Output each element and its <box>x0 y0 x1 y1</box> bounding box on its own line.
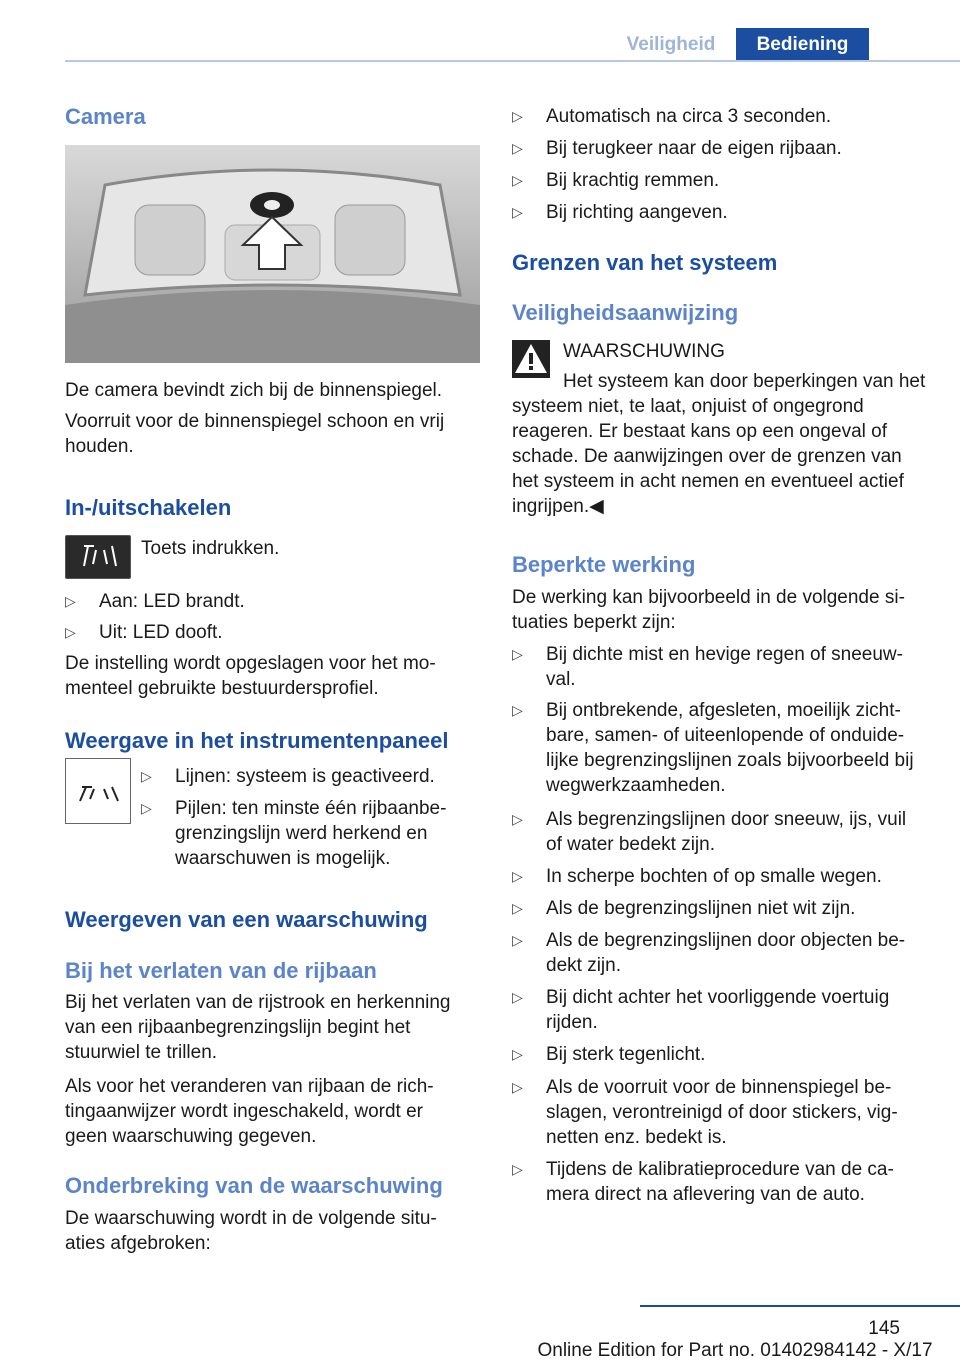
bullet-icon: ▷ <box>512 108 523 124</box>
interrupt-text: De waarschuwing wordt in de volgende situ-aties afgebroken: <box>65 1208 437 1254</box>
indicator-text: Als voor het veranderen van rijbaan de rich-tingaanwijzer wordt ingeschakeld, wordt er geen waarschuwing gegeven. <box>65 1076 434 1147</box>
interrupt-heading: Onderbreking van de waarschuwing <box>65 1173 443 1198</box>
lane-departure-icon <box>66 536 130 578</box>
list-item: ▷ Bij dichte mist en hevige regen of sneeuw-val. <box>512 644 903 690</box>
edition-footer: Online Edition for Part no. 01402984142 - X/17 <box>537 1340 933 1361</box>
lane-button-image <box>65 535 131 579</box>
list-item: ▷ Lijnen: systeem is geactiveerd. <box>141 766 435 787</box>
list-item: ▷ Bij dicht achter het voorliggende voertuig rijden. <box>512 987 890 1033</box>
camera-location-text: De camera bevindt zich bij de binnenspiegel. <box>65 380 443 401</box>
list-item: ▷ Uit: LED dooft. <box>65 622 223 643</box>
bullet-icon: ▷ <box>512 1046 523 1062</box>
bullet-icon: ▷ <box>65 624 76 640</box>
camera-heading: Camera <box>65 104 146 129</box>
bullet-icon: ▷ <box>512 646 523 662</box>
list-item: ▷ Bij terugkeer naar de eigen rijbaan. <box>512 138 842 159</box>
bullet-icon: ▷ <box>512 204 523 220</box>
bullet-icon: ▷ <box>512 140 523 156</box>
bullet-icon: ▷ <box>512 811 523 827</box>
lane-lines-icon <box>66 759 130 823</box>
camera-clean-text: Voorruit voor de binnenspiegel schoon en vrij houden. <box>65 411 445 457</box>
limits-heading: Grenzen van het systeem <box>512 250 778 275</box>
list-item: ▷ Pijlen: ten minste één rijbaanbe-grenzingslijn werd herkend en waarschuwen is mogelijk. <box>141 798 447 869</box>
list-item: ▷ Bij sterk tegenlicht. <box>512 1044 706 1065</box>
bullet-icon: ▷ <box>512 989 523 1005</box>
bullet-icon: ▷ <box>512 1079 523 1095</box>
limited-text: De werking kan bijvoorbeeld in de volgende si-tuaties beperkt zijn: <box>512 587 905 633</box>
list-item: ▷ Als de begrenzingslijnen door objecten be-dekt zijn. <box>512 930 906 976</box>
profile-text: De instelling wordt opgeslagen voor het mo-menteel gebruikte bestuurdersprofiel. <box>65 653 436 699</box>
page-header <box>0 0 960 62</box>
bullet-icon: ▷ <box>512 932 523 948</box>
list-item: ▷ Als de begrenzingslijnen niet wit zijn. <box>512 898 856 919</box>
page-number: 145 <box>868 1318 900 1339</box>
leave-lane-heading: Bij het verlaten van de rijbaan <box>65 958 377 983</box>
bullet-icon: ▷ <box>512 868 523 884</box>
display-heading: Weergave in het instrumentenpaneel <box>65 728 449 753</box>
bullet-icon: ▷ <box>512 900 523 916</box>
safety-heading: Veiligheidsaanwijzing <box>512 300 739 325</box>
header-divider <box>65 60 960 62</box>
button-instruction: Toets indrukken. <box>141 538 280 559</box>
warning-display-heading: Weergeven van een waarschuwing <box>65 907 428 932</box>
leave-lane-text: Bij het verlaten van de rijstrook en herkenning van een rijbaanbegrenzingslijn begint het stuurwiel te trillen. <box>65 992 451 1063</box>
list-item: ▷ Bij ontbrekende, afgesleten, moeilijk zicht-bare, samen- of uiteenlopende of onduide-lijke begrenzingslijnen zoals bijvoorbeeld bij wegwerkzaamheden. <box>512 700 914 796</box>
warning-text: Het systeem kan door beperkingen van het systeem niet, te laat, onjuist of ongegrond reageren. Er bestaat kans op een ongeval of schade. De aanwijzingen over de grenzen van het systeem in acht nemen en eventueel actief ingrijpen.◀ <box>512 371 926 517</box>
bullet-icon: ▷ <box>65 593 76 609</box>
list-item: ▷ Als de voorruit voor de binnenspiegel be-slagen, verontreinigd of door stickers, vig-netten enz. bedekt is. <box>512 1077 898 1148</box>
list-item: ▷ Aan: LED brandt. <box>65 591 245 612</box>
list-item: ▷ Bij krachtig remmen. <box>512 170 720 191</box>
list-item: ▷ Tijdens de kalibratieprocedure van de ca-mera direct na aflevering van de auto. <box>512 1159 894 1205</box>
bullet-icon: ▷ <box>141 768 152 784</box>
camera-photo <box>65 145 480 363</box>
tab-bediening[interactable]: Bediening <box>736 28 869 61</box>
warning-title: WAARSCHUWING <box>563 341 725 362</box>
list-item: ▷ Bij richting aangeven. <box>512 202 728 223</box>
bullet-icon: ▷ <box>512 702 523 718</box>
bullet-icon: ▷ <box>512 1161 523 1177</box>
list-item: ▷ In scherpe bochten of op smalle wegen. <box>512 866 882 887</box>
cluster-display-image <box>65 758 131 824</box>
list-item: ▷ Automatisch na circa 3 seconden. <box>512 106 832 127</box>
onoff-heading: In-/uitschakelen <box>65 495 232 520</box>
footer-divider <box>640 1305 960 1307</box>
limited-heading: Beperkte werking <box>512 552 696 577</box>
car-interior-image <box>65 145 480 363</box>
tab-veiligheid[interactable]: Veiligheid <box>626 34 716 55</box>
bullet-icon: ▷ <box>512 172 523 188</box>
bullet-icon: ▷ <box>141 800 152 816</box>
list-item: ▷ Als begrenzingslijnen door sneeuw, ijs, vuil of water bedekt zijn. <box>512 809 907 855</box>
